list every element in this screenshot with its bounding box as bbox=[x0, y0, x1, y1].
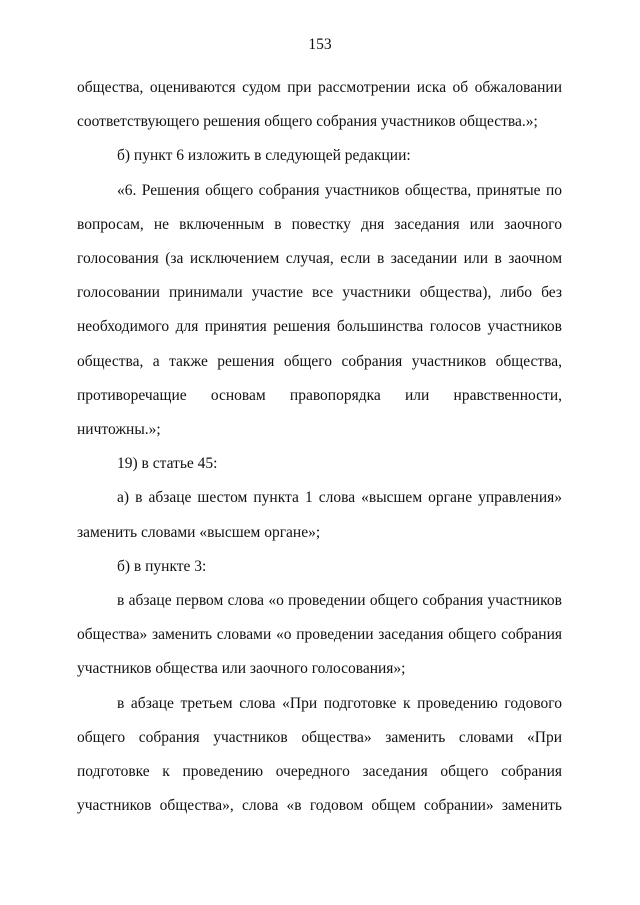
paragraph-item-b-point-6: б) пункт 6 изложить в следующей редакции: bbox=[117, 147, 411, 165]
paragraph-first-abzac: в абзаце первом слова «о проведении общего собрания участников общества» заменить словами «о проведении заседания общего собрания участников общества или заочного голосования»; bbox=[77, 592, 562, 678]
document-body bbox=[77, 71, 562, 823]
paragraph-item-b-point-3: б) в пункте 3: bbox=[117, 557, 207, 575]
paragraph-third-abzac: в абзаце третьем слова «При подготовке к проведению годового общего собрания участников общества» заменить словами «При подготовке к проведению очередного заседания общего собрания участников общества», слова «в годовом общем собрании» заменить bbox=[77, 694, 562, 815]
paragraph-item-19: 19) в статье 45: bbox=[117, 455, 218, 473]
paragraph-continuation: общества, оцениваются судом при рассмотрении иска об обжаловании соответствующего решения общего собрания участников общества.»; bbox=[77, 79, 562, 131]
paragraph-quoted-point-6: «6. Решения общего собрания участников общества, принятые по вопросам, не включенным в повестку дня заседания или заочного голосования (за исключением случая, если в заседании или в заочном голосовании принимали участие все участники общества), либо без необходимого для принятия решения большинства голосов участников общества, а также решения общего собрания участников общества, противоречащие основам правопорядка или нравственности, ничтожны.»; bbox=[77, 181, 562, 439]
paragraph-item-a: а) в абзаце шестом пункта 1 слова «высшем органе управления» заменить словами «высшем органе»; bbox=[77, 489, 562, 541]
page-number: 153 bbox=[308, 36, 332, 53]
